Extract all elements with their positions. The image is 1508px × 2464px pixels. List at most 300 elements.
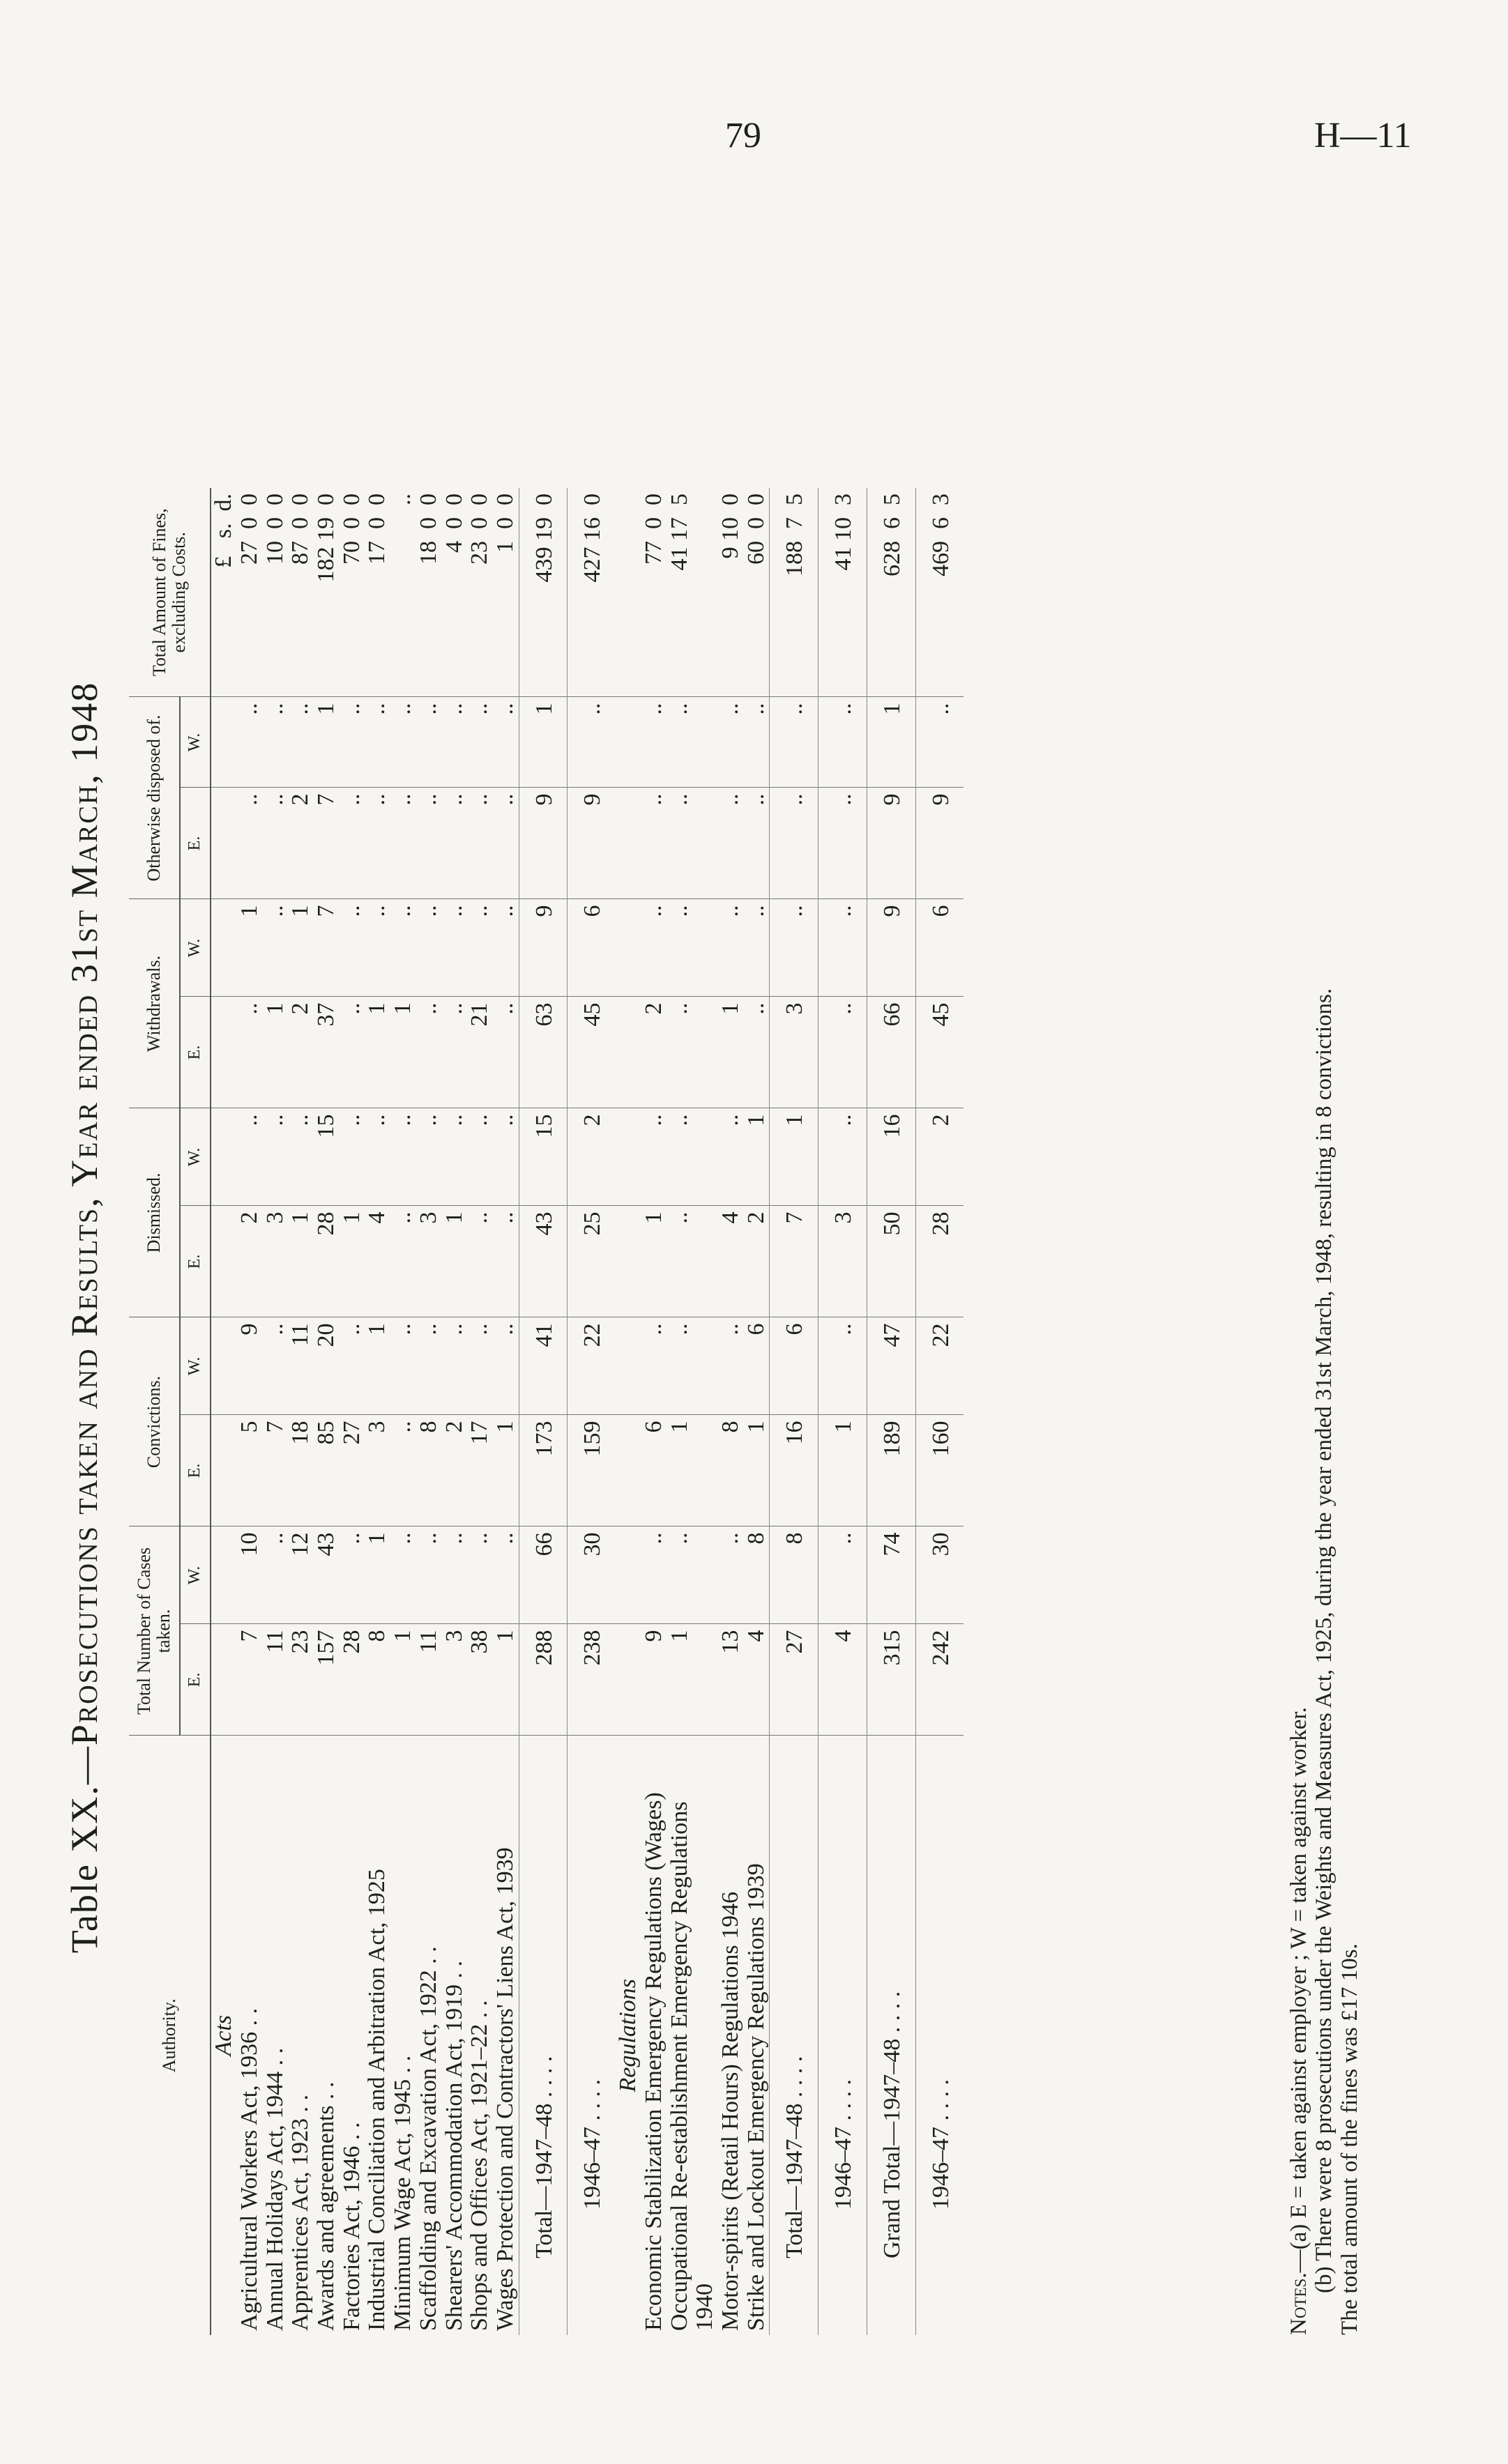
w-header: W. — [180, 1108, 211, 1206]
table-cell: 3 — [770, 997, 818, 1108]
grand-total-1946-row — [915, 488, 964, 2335]
table-cell: .. — [641, 788, 667, 899]
w-header: W. — [180, 697, 211, 788]
text-span: . . — [830, 2079, 857, 2097]
table-cell: 1 — [263, 997, 289, 1108]
table-cell: .. — [365, 899, 390, 997]
table-cell: 16 — [770, 1415, 818, 1526]
table-cell: 1 — [365, 1317, 390, 1415]
text-span: Grand Total—1947–48 — [878, 2038, 905, 2258]
table-cell: .. — [667, 788, 718, 899]
table-cell: .. — [365, 697, 390, 788]
table-cell: 9 — [915, 788, 964, 899]
table-cell: 38 — [467, 1624, 493, 1736]
table-cell: .. — [744, 899, 770, 997]
note-a — [1286, 314, 1311, 2335]
table-cell: 18 0 0 — [416, 488, 442, 697]
table-cell: 3 — [263, 1206, 289, 1317]
table-cell: 1 0 0 — [493, 488, 519, 697]
table-cell: 41 — [519, 1317, 568, 1415]
table-cell: 8 — [365, 1624, 390, 1736]
text-span: . . — [338, 2122, 365, 2141]
table-cell: 2 — [744, 1206, 770, 1317]
empty-cell — [211, 1206, 237, 1317]
total-label — [568, 1736, 616, 2335]
table-cell: 77 0 0 — [641, 488, 667, 697]
table-cell: 1 — [641, 1206, 667, 1317]
table-cell: .. — [641, 1317, 667, 1415]
rotated-table-page — [63, 265, 1387, 2356]
section-heading-row — [616, 488, 641, 2335]
table-cell: 1 — [867, 697, 915, 788]
otherwise-header: Otherwise disposed of. — [129, 697, 180, 899]
table-cell: 30 — [915, 1526, 964, 1624]
e-header: E. — [180, 1624, 211, 1736]
authority-name: Motor-spirits (Retail Hours) Regulations 1946 — [717, 1891, 743, 2331]
text-span: . . — [579, 2103, 606, 2121]
table-cell: 23 — [288, 1624, 314, 1736]
table-cell: .. — [718, 899, 744, 997]
table-cell: 1 — [718, 997, 744, 1108]
table-cell: 47 — [867, 1317, 915, 1415]
text-span: Minimum Wage Act, 1945 — [390, 2079, 416, 2331]
regulations-total-1946-row — [818, 488, 867, 2335]
table-cell: 11 — [416, 1624, 442, 1736]
table-cell: 2 — [288, 997, 314, 1108]
text-span: . . — [531, 2056, 557, 2074]
table-cell: 439 19 0 — [519, 488, 568, 697]
acts-section — [211, 488, 616, 2335]
table-cell: .. — [288, 697, 314, 788]
table-cell: 1 — [237, 899, 263, 997]
table-cell: .. — [744, 697, 770, 788]
table-cell: 160 — [915, 1415, 964, 1526]
table-title — [63, 279, 106, 2356]
table-cell: 16 — [867, 1108, 915, 1206]
table-cell: 288 — [519, 1624, 568, 1736]
table-row — [365, 488, 390, 2335]
table-cell: 2 — [288, 788, 314, 899]
empty-cell — [616, 1624, 641, 1736]
authority-header: Authority. — [129, 1736, 211, 2335]
table-cell: 7 — [770, 1206, 818, 1317]
table-cell: 18 — [288, 1415, 314, 1526]
table-cell: 17 0 0 — [365, 488, 390, 697]
text-span: . . — [782, 2079, 808, 2098]
table-cell: 8 — [718, 1415, 744, 1526]
table-cell: .. — [390, 488, 416, 697]
grand-total-section — [867, 488, 964, 2335]
table-cell: .. — [390, 1206, 416, 1317]
table-cell: 1 — [818, 1415, 867, 1526]
table-cell: .. — [442, 899, 468, 997]
table-cell: 1 — [442, 1206, 468, 1317]
text-span: Wages Protection and Contractors' Liens Act, 1939 — [492, 1847, 518, 2331]
text-span: Notes. — [1286, 2272, 1311, 2335]
table-cell: 27 0 0 — [237, 488, 263, 697]
table-cell: 1 — [770, 1108, 818, 1206]
text-span: . . — [579, 2079, 606, 2097]
table-cell: 41 10 3 — [818, 488, 867, 697]
page-number: 79 — [725, 116, 761, 155]
table-cell: .. — [641, 697, 667, 788]
table-cell: 7 — [237, 1624, 263, 1736]
prosecutions-table — [129, 488, 964, 2335]
table-cell: 6 — [770, 1317, 818, 1415]
authority-name: Economic Stabilization Emergency Regulations (Wages) — [640, 1792, 667, 2331]
text-span: —(a) E = taken against employer ; W = taken against worker. — [1286, 1707, 1311, 2273]
table-cell: 74 — [867, 1526, 915, 1624]
table-cell: 12 — [288, 1526, 314, 1624]
authority-name: Strike and Lockout Emergency Regulations 1939 — [744, 1736, 770, 2335]
acts-heading: Acts — [211, 2014, 237, 2056]
table-cell: 3 — [365, 1415, 390, 1526]
text-span: 1946–47 — [927, 2127, 954, 2210]
table-cell: .. — [915, 697, 964, 788]
regulations-section — [616, 488, 867, 2335]
table-cell: 9 — [519, 788, 568, 899]
table-row — [493, 488, 519, 2335]
table-row — [416, 488, 442, 2335]
table-cell: 1 — [288, 899, 314, 997]
table-row — [314, 488, 340, 2335]
table-cell: 188 7 5 — [770, 488, 818, 697]
text-span: Total—1947–48 — [531, 2103, 557, 2258]
table-cell: .. — [641, 1526, 667, 1624]
table-cell: 15 — [314, 1108, 340, 1206]
table-cell: .. — [237, 697, 263, 788]
table-cell: .. — [467, 697, 493, 788]
table-cell: .. — [667, 697, 718, 788]
e-header: E. — [180, 788, 211, 899]
section-heading-row — [211, 488, 237, 2335]
text-span: . . — [927, 2103, 954, 2121]
table-cell: .. — [263, 899, 289, 997]
table-cell: .. — [416, 788, 442, 899]
table-cell: 21 — [467, 997, 493, 1108]
table-cell: 15 — [519, 1108, 568, 1206]
table-cell: .. — [467, 788, 493, 899]
text-span: Apprentices Act, 1923 — [287, 2118, 314, 2331]
table-cell: 1 — [314, 697, 340, 788]
table-cell: .. — [237, 997, 263, 1108]
authority-name — [314, 1736, 340, 2335]
table-cell: 5 — [237, 1415, 263, 1526]
total-label — [770, 1736, 818, 2335]
fines-header-label: Total Amount of Fines, excluding Costs. — [148, 508, 190, 677]
text-span: . . — [878, 1991, 905, 2010]
table-cell: 8 — [770, 1526, 818, 1624]
table-cell: .. — [442, 1526, 468, 1624]
table-row — [442, 488, 468, 2335]
table-number: Table XX.— — [63, 1745, 105, 1954]
table-cell: 28 — [915, 1206, 964, 1317]
authority-name: Occupational Re-establishment Emergency Regulations 1940 — [666, 1801, 718, 2331]
table-cell: .. — [770, 899, 818, 997]
table-cell: 27 — [770, 1624, 818, 1736]
table-cell: .. — [467, 1108, 493, 1206]
table-cell: 1 — [667, 1624, 718, 1736]
empty-cell — [616, 997, 641, 1108]
table-cell: .. — [390, 697, 416, 788]
table-cell: 157 — [314, 1624, 340, 1736]
table-row — [667, 488, 718, 2335]
total-label — [818, 1736, 867, 2335]
table-cell: .. — [770, 697, 818, 788]
authority-name — [237, 1736, 263, 2335]
table-cell: 20 — [314, 1317, 340, 1415]
table-cell: 4 — [718, 1206, 744, 1317]
table-cell: 1 — [519, 697, 568, 788]
table-cell: .. — [340, 697, 365, 788]
table-cell: .. — [340, 1526, 365, 1624]
regulations-total-1947-row — [770, 488, 818, 2335]
note-b: (b) There were 8 prosecutions under the Weights and Measures Act, 1925, during the year ended 31st March, 1948, resulting in 8 convictions. — [1311, 988, 1337, 2293]
table-cell: .. — [416, 1108, 442, 1206]
total-cases-header: Total Number of Cases taken. — [129, 1526, 180, 1736]
table-cell: .. — [493, 1108, 519, 1206]
table-cell: 22 — [915, 1317, 964, 1415]
table-cell: 6 — [641, 1415, 667, 1526]
table-cell: .. — [467, 899, 493, 997]
table-cell: 17 — [467, 1415, 493, 1526]
table-cell: 1 — [493, 1415, 519, 1526]
table-cell: .. — [667, 1526, 718, 1624]
authority-name — [390, 1736, 416, 2335]
table-cell: 70 0 0 — [340, 488, 365, 697]
table-cell: .. — [416, 1526, 442, 1624]
table-cell: .. — [390, 1108, 416, 1206]
table-cell: .. — [718, 1108, 744, 1206]
table-cell: .. — [390, 1526, 416, 1624]
table-cell: 6 — [744, 1317, 770, 1415]
table-cell: .. — [390, 899, 416, 997]
table-cell: .. — [818, 899, 867, 997]
table-cell: 7 — [314, 788, 340, 899]
table-cell: .. — [493, 899, 519, 997]
table-cell: .. — [718, 1526, 744, 1624]
table-cell: 1 — [340, 1206, 365, 1317]
table-cell: 10 0 0 — [263, 488, 289, 697]
table-cell: 30 — [568, 1526, 616, 1624]
table-cell: .. — [340, 788, 365, 899]
table-cell: .. — [718, 788, 744, 899]
table-cell: 3 — [818, 1206, 867, 1317]
table-cell: .. — [263, 1317, 289, 1415]
authority-name — [493, 1736, 519, 2335]
e-header: E. — [180, 997, 211, 1108]
empty-cell — [211, 697, 237, 788]
authority-name — [340, 1736, 365, 2335]
table-cell: .. — [667, 1206, 718, 1317]
table-cell: .. — [416, 899, 442, 997]
table-cell: .. — [263, 1108, 289, 1206]
table-cell: 2 — [568, 1108, 616, 1206]
empty-cell — [211, 1108, 237, 1206]
dismissed-header: Dismissed. — [129, 1108, 180, 1317]
empty-cell — [616, 1415, 641, 1526]
e-header: E. — [180, 1206, 211, 1317]
table-cell: .. — [467, 1317, 493, 1415]
table-cell: 63 — [519, 997, 568, 1108]
table-cell: 41 17 5 — [667, 488, 718, 697]
table-cell: 238 — [568, 1624, 616, 1736]
table-cell: 3 — [416, 1206, 442, 1317]
table-cell: .. — [340, 1317, 365, 1415]
text-span: 1946–47 — [579, 2127, 606, 2210]
table-cell: .. — [744, 997, 770, 1108]
empty-cell — [211, 788, 237, 899]
empty-cell — [211, 1415, 237, 1526]
table-row — [288, 488, 314, 2335]
text-span: . . — [441, 1960, 467, 1979]
table-cell: 87 0 0 — [288, 488, 314, 697]
text-span: Total—1947–48 — [782, 2103, 808, 2258]
empty-cell — [616, 1108, 641, 1206]
table-cell: .. — [667, 997, 718, 1108]
text-span: Awards and agreements — [312, 2105, 339, 2331]
table-cell: 182 19 0 — [314, 488, 340, 697]
table-cell: 9 — [867, 899, 915, 997]
total-label — [915, 1736, 964, 2335]
table-cell: 469 6 3 — [915, 488, 964, 697]
table-cell: 4 — [818, 1624, 867, 1736]
empty-cell — [616, 697, 641, 788]
table-cell: 4 0 0 — [442, 488, 468, 697]
table-row — [467, 488, 493, 2335]
table-cell: .. — [442, 1108, 468, 1206]
table-cell: 8 — [744, 1526, 770, 1624]
table-row — [340, 488, 365, 2335]
table-cell: 66 — [519, 1526, 568, 1624]
authority-name — [442, 1736, 468, 2335]
table-cell: 9 — [641, 1624, 667, 1736]
table-cell: 60 0 0 — [744, 488, 770, 697]
table-cell: .. — [442, 997, 468, 1108]
table-cell: .. — [390, 1415, 416, 1526]
text-span: Shops and Offices Act, 1921–22 — [466, 2023, 493, 2331]
table-cell: .. — [667, 899, 718, 997]
table-cell: 189 — [867, 1415, 915, 1526]
table-caption: Prosecutions taken and Results, Year ended 31st March, 1948 — [63, 681, 105, 1746]
empty-cell — [616, 1206, 641, 1317]
text-span: . . — [466, 2000, 493, 2019]
table-cell: 9 — [237, 1317, 263, 1415]
table-cell: .. — [365, 788, 390, 899]
table-cell: .. — [263, 1526, 289, 1624]
empty-cell — [616, 1526, 641, 1624]
text-span: . . — [236, 2007, 262, 2026]
w-header: W. — [180, 899, 211, 997]
table-cell: 2 — [915, 1108, 964, 1206]
convictions-header: Convictions. — [129, 1317, 180, 1526]
table-cell: .. — [340, 899, 365, 997]
table-cell: 1 — [390, 997, 416, 1108]
table-cell: 242 — [915, 1624, 964, 1736]
w-header: W. — [180, 1317, 211, 1415]
table-cell: .. — [263, 788, 289, 899]
table-cell: .. — [340, 997, 365, 1108]
withdrawals-header: Withdrawals. — [129, 899, 180, 1108]
table-cell: .. — [288, 1108, 314, 1206]
table-cell: .. — [818, 997, 867, 1108]
section-reference: H—11 — [1314, 116, 1412, 155]
text-span: . . — [830, 2103, 857, 2121]
text-span: . . — [415, 1946, 441, 1964]
table-cell: .. — [493, 1526, 519, 1624]
total-label — [519, 1736, 568, 2335]
table-cell: .. — [493, 1206, 519, 1317]
table-cell: .. — [390, 1317, 416, 1415]
authority-name — [288, 1736, 314, 2335]
table-cell: 628 6 5 — [867, 488, 915, 697]
table-cell: .. — [493, 997, 519, 1108]
table-cell: 27 — [340, 1415, 365, 1526]
text-span: 1946–47 — [830, 2127, 857, 2210]
table-cell: 7 — [314, 899, 340, 997]
table-cell: 37 — [314, 997, 340, 1108]
table-cell: 315 — [867, 1624, 915, 1736]
table-cell: 8 — [416, 1415, 442, 1526]
text-span: Industrial Conciliation and Arbitration Act, 1925 — [364, 1869, 390, 2331]
table-cell: 22 — [568, 1317, 616, 1415]
acts-total-1947-row — [519, 488, 568, 2335]
text-span: . . — [782, 2056, 808, 2074]
table-cell: .. — [493, 697, 519, 788]
table-cell: .. — [718, 697, 744, 788]
text-span: Factories Act, 1946 — [338, 2145, 365, 2331]
table-cell: 9 — [519, 899, 568, 997]
table-cell: .. — [667, 1108, 718, 1206]
grand-total-1947-row — [867, 488, 915, 2335]
table-cell: 28 — [340, 1624, 365, 1736]
e-header: E. — [180, 1415, 211, 1526]
table-cell: 427 16 0 — [568, 488, 616, 697]
table-cell: .. — [493, 1317, 519, 1415]
table-cell: .. — [416, 997, 442, 1108]
table-cell: .. — [416, 697, 442, 788]
table-cell: 66 — [867, 997, 915, 1108]
table-cell: 1 — [390, 1624, 416, 1736]
table-row — [263, 488, 289, 2335]
table-cell: 1 — [365, 997, 390, 1108]
table-cell: 11 — [263, 1624, 289, 1736]
text-span: Agricultural Workers Act, 1936 — [236, 2031, 262, 2331]
table-cell: .. — [493, 788, 519, 899]
table-cell: .. — [467, 1206, 493, 1317]
table-cell: 9 — [568, 788, 616, 899]
text-span: Scaffolding and Excavation Act, 1922 — [415, 1970, 441, 2331]
table-cell: .. — [818, 1526, 867, 1624]
table-cell: 13 — [718, 1624, 744, 1736]
empty-cell — [211, 1317, 237, 1415]
table-row — [237, 488, 263, 2335]
table-cell: .. — [744, 788, 770, 899]
empty-cell — [616, 488, 641, 697]
empty-cell — [616, 899, 641, 997]
empty-cell — [211, 899, 237, 997]
table-cell: .. — [818, 697, 867, 788]
table-cell: 6 — [568, 899, 616, 997]
table-cell: .. — [416, 1317, 442, 1415]
table-cell: .. — [442, 697, 468, 788]
fines-header — [129, 488, 211, 697]
table-cell: 11 — [288, 1317, 314, 1415]
table-cell: 4 — [744, 1624, 770, 1736]
table-cell: 10 — [237, 1526, 263, 1624]
table-cell: 43 — [519, 1206, 568, 1317]
table-row — [641, 488, 667, 2335]
